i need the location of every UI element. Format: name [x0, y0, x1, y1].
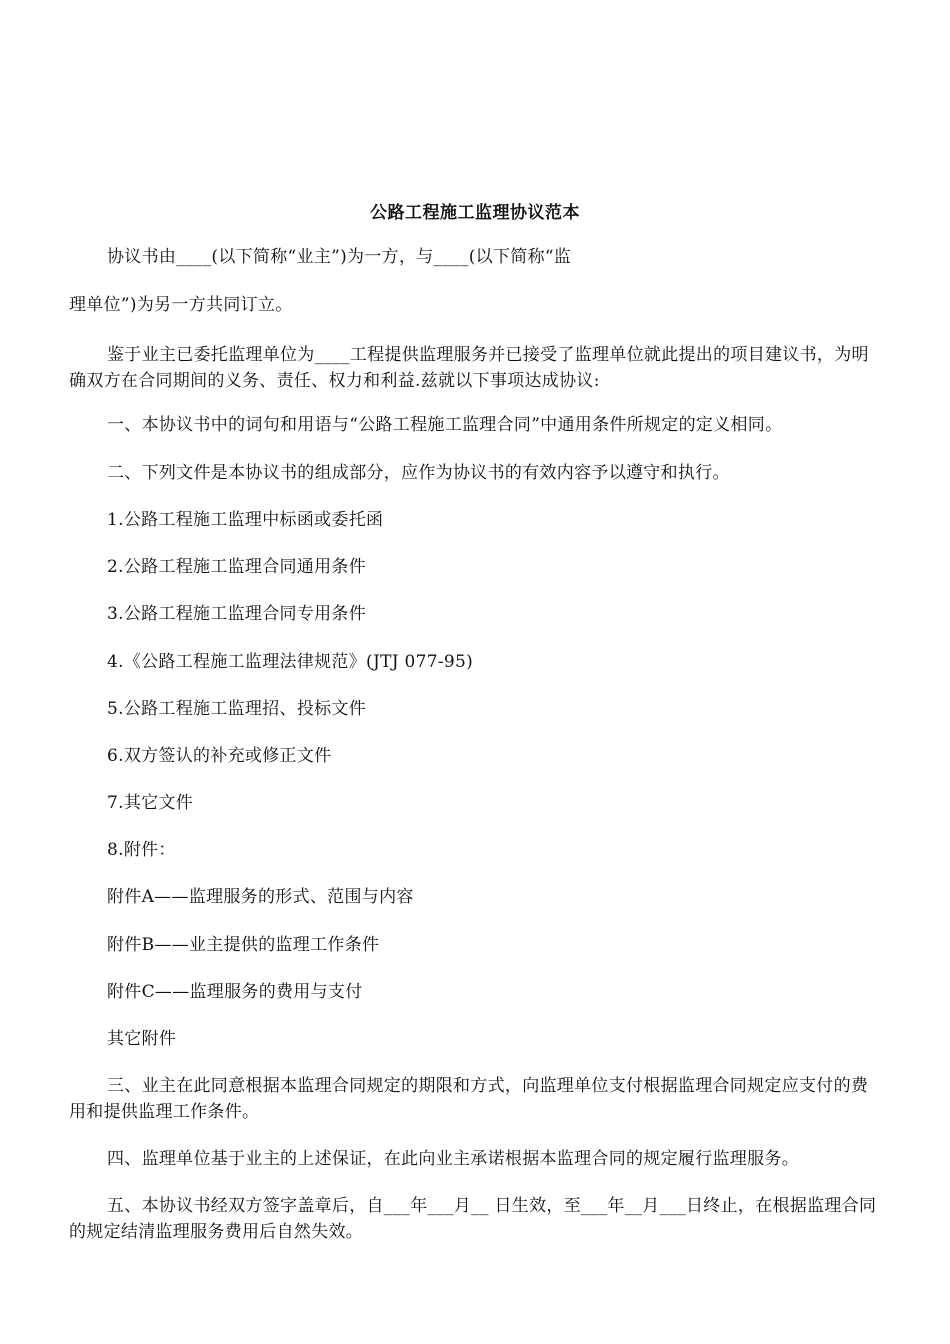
attachment-item: 附件B——业主提供的监理工作条件	[107, 935, 380, 955]
whereas-paragraph: 鉴于业主已委托监理单位为____工程提供监理服务并已接受了监理单位就此提出的项目建议书，为明确双方在合同期间的义务、责任、权力和利益.兹就以下事项达成协议:	[69, 345, 869, 391]
document-item: 7.其它文件	[107, 793, 194, 813]
document-item: 2.公路工程施工监理合同通用条件	[107, 557, 367, 577]
intro-line-1: 协议书由____(以下简称“业主”)为一方，与____(以下简称“监	[107, 247, 572, 267]
attachment-item: 附件C——监理服务的费用与支付	[107, 982, 363, 1002]
document-item: 4.《公路工程施工监理法律规范》(JTJ 077-95)	[107, 652, 474, 672]
document-item: 8.附件：	[107, 840, 176, 860]
attachment-item: 附件A——监理服务的形式、范围与内容	[107, 887, 414, 907]
attachment-item: 其它附件	[107, 1029, 177, 1049]
document-item: 3.公路工程施工监理合同专用条件	[107, 604, 367, 624]
clause-2: 二、下列文件是本协议书的组成部分，应作为协议书的有效内容予以遵守和执行。	[107, 463, 730, 483]
document-title: 公路工程施工监理协议范本	[370, 203, 580, 223]
document-item: 6.双方签认的补充或修正文件	[107, 746, 332, 766]
document-item: 5.公路工程施工监理招、投标文件	[107, 699, 367, 719]
intro-line-2: 理单位”)为另一方共同订立。	[69, 295, 293, 315]
clause-5: 五、本协议书经双方签字盖章后，自___年___月__ 日生效，至___年__月___日终止，在根据监理合同的规定结清监理服务费用后自然失效。	[69, 1196, 877, 1242]
clause-4: 四、监理单位基于业主的上述保证，在此向业主承诺根据本监理合同的规定履行监理服务。	[107, 1149, 799, 1169]
clause-1: 一、本协议书中的词句和用语与“公路工程施工监理合同”中通用条件所规定的定义相同。	[107, 415, 783, 435]
clause-3: 三、业主在此同意根据本监理合同规定的期限和方式，向监理单位支付根据监理合同规定应支付的费用和提供监理工作条件。	[69, 1076, 869, 1122]
document-item: 1.公路工程施工监理中标函或委托函	[107, 510, 384, 530]
